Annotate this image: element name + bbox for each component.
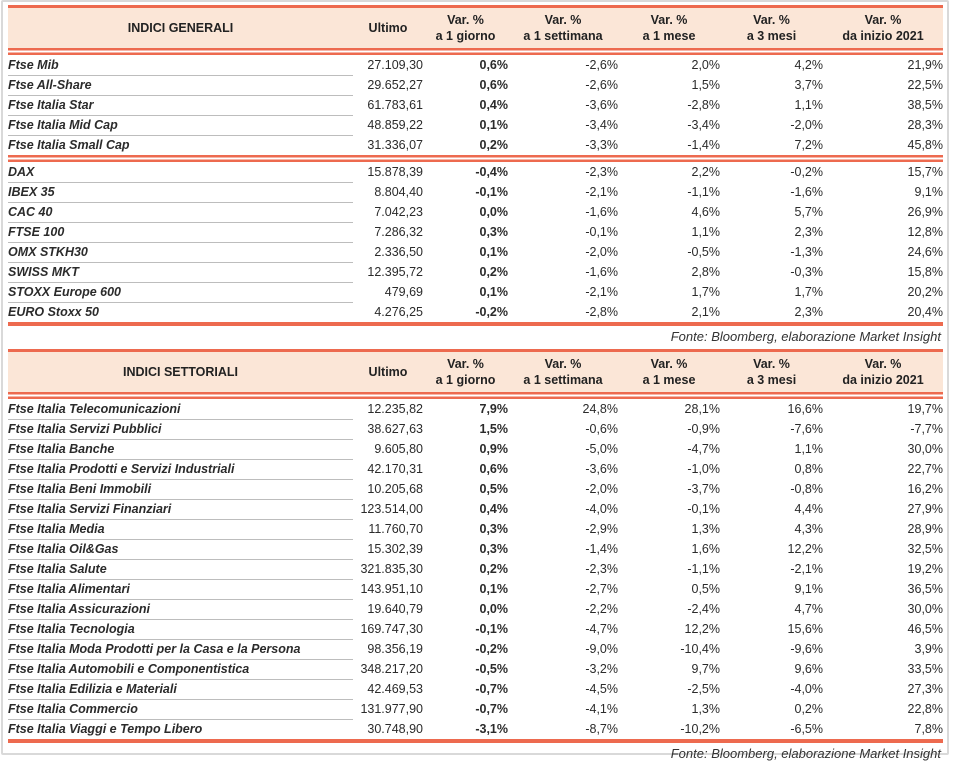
var-1-giorno: -0,5% (423, 659, 508, 679)
index-name: Ftse Italia Viaggi e Tempo Libero (8, 719, 353, 739)
var-da-inizio-2021: -7,7% (823, 419, 943, 439)
var-da-inizio-2021: 28,3% (823, 115, 943, 135)
var-1-settimana: -9,0% (508, 639, 618, 659)
var-1-mese: -10,4% (618, 639, 720, 659)
var-da-inizio-2021: 15,7% (823, 162, 943, 182)
var-1-mese: 1,5% (618, 75, 720, 95)
var-1-settimana: -4,7% (508, 619, 618, 639)
var-label: Var. % (823, 12, 943, 28)
column-header-var (508, 352, 618, 392)
var-3-mesi: -9,6% (720, 639, 823, 659)
ultimo-value: 98.356,19 (353, 639, 423, 659)
ultimo-value: 7.286,32 (353, 222, 423, 242)
ultimo-value: 61.783,61 (353, 95, 423, 115)
var-1-settimana: -3,2% (508, 659, 618, 679)
section-indici-settoriali (8, 349, 943, 762)
var-3-mesi: -0,3% (720, 262, 823, 282)
var-period: da inizio 2021 (823, 28, 943, 44)
index-name: Ftse Italia Moda Prodotti per la Casa e la Persona (8, 639, 353, 659)
column-header-ultimo: Ultimo (353, 8, 423, 48)
var-1-giorno: 7,9% (423, 399, 508, 419)
var-1-settimana: -2,6% (508, 55, 618, 75)
ultimo-value: 48.859,22 (353, 115, 423, 135)
index-name: STOXX Europe 600 (8, 282, 353, 302)
ultimo-value: 30.748,90 (353, 719, 423, 739)
index-row (8, 439, 943, 459)
ultimo-value: 29.652,27 (353, 75, 423, 95)
var-1-settimana: -4,5% (508, 679, 618, 699)
ultimo-value: 9.605,80 (353, 439, 423, 459)
var-3-mesi: 9,6% (720, 659, 823, 679)
var-1-giorno: 0,2% (423, 135, 508, 155)
group-indici-europa (8, 162, 943, 322)
ultimo-value: 2.336,50 (353, 242, 423, 262)
var-da-inizio-2021: 26,9% (823, 202, 943, 222)
var-1-settimana: -2,3% (508, 162, 618, 182)
var-label: Var. % (823, 356, 943, 372)
var-3-mesi: -6,5% (720, 719, 823, 739)
var-da-inizio-2021: 46,5% (823, 619, 943, 639)
ultimo-value: 19.640,79 (353, 599, 423, 619)
var-1-settimana: -3,6% (508, 95, 618, 115)
index-name: Ftse Italia Commercio (8, 699, 353, 719)
index-name: Ftse Italia Star (8, 95, 353, 115)
var-da-inizio-2021: 21,9% (823, 55, 943, 75)
var-1-mese: -1,4% (618, 135, 720, 155)
index-row (8, 639, 943, 659)
var-1-settimana: -8,7% (508, 719, 618, 739)
index-row (8, 399, 943, 419)
var-1-mese: 1,7% (618, 282, 720, 302)
index-row (8, 599, 943, 619)
ultimo-value: 321.835,30 (353, 559, 423, 579)
var-3-mesi: 1,1% (720, 439, 823, 459)
var-da-inizio-2021: 36,5% (823, 579, 943, 599)
var-1-settimana: -5,0% (508, 439, 618, 459)
ultimo-value: 7.042,23 (353, 202, 423, 222)
ultimo-value: 31.336,07 (353, 135, 423, 155)
source-note-settoriali: Fonte: Bloomberg, elaborazione Market Insight (8, 746, 941, 762)
table-indici-generali (8, 5, 943, 326)
var-3-mesi: 7,2% (720, 135, 823, 155)
var-3-mesi: -2,1% (720, 559, 823, 579)
var-1-giorno: 0,6% (423, 55, 508, 75)
ultimo-value: 479,69 (353, 282, 423, 302)
index-row (8, 459, 943, 479)
accent-double-line (8, 392, 943, 399)
var-1-mese: -3,7% (618, 479, 720, 499)
index-name: Ftse Italia Assicurazioni (8, 599, 353, 619)
var-1-giorno: -0,7% (423, 699, 508, 719)
var-1-mese: 2,0% (618, 55, 720, 75)
var-1-giorno: 1,5% (423, 419, 508, 439)
var-3-mesi: 0,2% (720, 699, 823, 719)
var-1-giorno: 0,5% (423, 479, 508, 499)
var-3-mesi: -7,6% (720, 419, 823, 439)
var-1-mese: -2,4% (618, 599, 720, 619)
var-1-mese: 0,5% (618, 579, 720, 599)
var-label: Var. % (423, 12, 508, 28)
var-1-giorno: -0,7% (423, 679, 508, 699)
column-header-var (423, 8, 508, 48)
var-period: a 1 giorno (423, 28, 508, 44)
var-label: Var. % (618, 12, 720, 28)
var-1-giorno: 0,3% (423, 519, 508, 539)
index-name: Ftse Italia Alimentari (8, 579, 353, 599)
ultimo-value: 15.878,39 (353, 162, 423, 182)
index-name: Ftse Italia Prodotti e Servizi Industriali (8, 459, 353, 479)
index-row (8, 282, 943, 302)
var-3-mesi: 4,4% (720, 499, 823, 519)
var-da-inizio-2021: 24,6% (823, 242, 943, 262)
group-divider (8, 155, 943, 162)
var-period: a 1 settimana (508, 28, 618, 44)
table-title-generali: INDICI GENERALI (8, 8, 353, 48)
index-row (8, 115, 943, 135)
var-1-settimana: -0,6% (508, 419, 618, 439)
column-header-var (618, 352, 720, 392)
index-name: Ftse Italia Automobili e Componentistica (8, 659, 353, 679)
index-row (8, 262, 943, 282)
var-1-mese: 4,6% (618, 202, 720, 222)
var-1-settimana: -1,4% (508, 539, 618, 559)
var-3-mesi: 4,3% (720, 519, 823, 539)
accent-line-bottom (8, 322, 943, 326)
var-3-mesi: 12,2% (720, 539, 823, 559)
ultimo-value: 15.302,39 (353, 539, 423, 559)
ultimo-value: 8.804,40 (353, 182, 423, 202)
var-3-mesi: -1,6% (720, 182, 823, 202)
column-header-var (823, 8, 943, 48)
var-3-mesi: 5,7% (720, 202, 823, 222)
index-row (8, 202, 943, 222)
ultimo-value: 12.235,82 (353, 399, 423, 419)
var-1-mese: 1,1% (618, 222, 720, 242)
var-1-mese: 1,3% (618, 699, 720, 719)
var-1-settimana: -1,6% (508, 262, 618, 282)
var-period: da inizio 2021 (823, 372, 943, 388)
index-row (8, 679, 943, 699)
var-label: Var. % (423, 356, 508, 372)
index-name: Ftse Italia Edilizia e Materiali (8, 679, 353, 699)
group-indici-settoriali (8, 399, 943, 739)
column-header-var (823, 352, 943, 392)
index-name: Ftse Mib (8, 55, 353, 75)
var-1-giorno: -0,1% (423, 182, 508, 202)
table-indici-settoriali (8, 349, 943, 743)
var-period: a 1 giorno (423, 372, 508, 388)
ultimo-value: 348.217,20 (353, 659, 423, 679)
var-1-settimana: -2,1% (508, 282, 618, 302)
var-3-mesi: 0,8% (720, 459, 823, 479)
ultimo-value: 143.951,10 (353, 579, 423, 599)
var-1-mese: -3,4% (618, 115, 720, 135)
var-3-mesi: 1,7% (720, 282, 823, 302)
var-da-inizio-2021: 27,3% (823, 679, 943, 699)
index-row (8, 242, 943, 262)
var-1-giorno: 0,6% (423, 75, 508, 95)
var-label: Var. % (720, 356, 823, 372)
var-1-settimana: 24,8% (508, 399, 618, 419)
var-3-mesi: 3,7% (720, 75, 823, 95)
var-1-settimana: -0,1% (508, 222, 618, 242)
var-1-settimana: -2,6% (508, 75, 618, 95)
var-1-mese: -0,9% (618, 419, 720, 439)
var-1-giorno: 0,9% (423, 439, 508, 459)
index-row (8, 162, 943, 182)
column-header-var (423, 352, 508, 392)
table-header-row (8, 8, 943, 48)
var-period: a 1 mese (618, 28, 720, 44)
var-da-inizio-2021: 27,9% (823, 499, 943, 519)
var-da-inizio-2021: 28,9% (823, 519, 943, 539)
var-3-mesi: -4,0% (720, 679, 823, 699)
var-da-inizio-2021: 22,8% (823, 699, 943, 719)
var-da-inizio-2021: 16,2% (823, 479, 943, 499)
var-1-giorno: 0,1% (423, 579, 508, 599)
var-1-giorno: 0,1% (423, 115, 508, 135)
source-note-generali: Fonte: Bloomberg, elaborazione Market Insight (8, 329, 941, 345)
var-1-mese: 2,1% (618, 302, 720, 322)
var-1-settimana: -2,3% (508, 559, 618, 579)
var-1-giorno: 0,1% (423, 242, 508, 262)
column-header-ultimo: Ultimo (353, 352, 423, 392)
var-label: Var. % (508, 356, 618, 372)
index-name: Ftse Italia Telecomunicazioni (8, 399, 353, 419)
table-title-settoriali: INDICI SETTORIALI (8, 352, 353, 392)
var-1-settimana: -3,4% (508, 115, 618, 135)
ultimo-value: 27.109,30 (353, 55, 423, 75)
var-da-inizio-2021: 30,0% (823, 439, 943, 459)
var-da-inizio-2021: 3,9% (823, 639, 943, 659)
var-1-settimana: -2,9% (508, 519, 618, 539)
section-indici-generali (8, 5, 943, 345)
var-1-giorno: -0,4% (423, 162, 508, 182)
var-1-giorno: -0,2% (423, 639, 508, 659)
table-header-row (8, 352, 943, 392)
var-3-mesi: 2,3% (720, 302, 823, 322)
var-1-giorno: 0,0% (423, 599, 508, 619)
index-row (8, 539, 943, 559)
var-1-mese: -1,1% (618, 182, 720, 202)
var-1-settimana: -2,7% (508, 579, 618, 599)
group-indici-italia (8, 55, 943, 155)
var-period: a 1 mese (618, 372, 720, 388)
index-name: Ftse Italia Small Cap (8, 135, 353, 155)
var-1-mese: -0,1% (618, 499, 720, 519)
index-row (8, 135, 943, 155)
index-row (8, 659, 943, 679)
var-1-settimana: -4,1% (508, 699, 618, 719)
var-1-mese: 2,2% (618, 162, 720, 182)
var-1-mese: 2,8% (618, 262, 720, 282)
var-1-settimana: -1,6% (508, 202, 618, 222)
var-da-inizio-2021: 19,7% (823, 399, 943, 419)
var-1-giorno: 0,4% (423, 95, 508, 115)
var-3-mesi: 9,1% (720, 579, 823, 599)
var-label: Var. % (720, 12, 823, 28)
index-name: DAX (8, 162, 353, 182)
var-1-giorno: 0,1% (423, 282, 508, 302)
var-da-inizio-2021: 38,5% (823, 95, 943, 115)
var-3-mesi: 4,2% (720, 55, 823, 75)
var-period: a 1 settimana (508, 372, 618, 388)
ultimo-value: 131.977,90 (353, 699, 423, 719)
var-1-giorno: 0,2% (423, 262, 508, 282)
index-name: OMX STKH30 (8, 242, 353, 262)
var-3-mesi: 4,7% (720, 599, 823, 619)
report-frame (1, 0, 949, 755)
ultimo-value: 42.170,31 (353, 459, 423, 479)
index-row (8, 559, 943, 579)
var-1-giorno: -0,1% (423, 619, 508, 639)
column-header-var (618, 8, 720, 48)
var-1-settimana: -2,1% (508, 182, 618, 202)
index-name: SWISS MKT (8, 262, 353, 282)
index-name: FTSE 100 (8, 222, 353, 242)
var-3-mesi: 2,3% (720, 222, 823, 242)
var-da-inizio-2021: 22,7% (823, 459, 943, 479)
var-1-giorno: 0,6% (423, 459, 508, 479)
index-row (8, 55, 943, 75)
index-name: Ftse All-Share (8, 75, 353, 95)
index-row (8, 719, 943, 739)
var-1-settimana: -2,8% (508, 302, 618, 322)
var-1-mese: -2,8% (618, 95, 720, 115)
index-row (8, 699, 943, 719)
index-name: Ftse Italia Mid Cap (8, 115, 353, 135)
var-1-settimana: -2,2% (508, 599, 618, 619)
var-1-giorno: 0,2% (423, 559, 508, 579)
ultimo-value: 12.395,72 (353, 262, 423, 282)
index-name: CAC 40 (8, 202, 353, 222)
index-row (8, 519, 943, 539)
index-row (8, 222, 943, 242)
var-da-inizio-2021: 20,2% (823, 282, 943, 302)
var-1-settimana: -3,6% (508, 459, 618, 479)
var-3-mesi: 15,6% (720, 619, 823, 639)
var-1-giorno: 0,3% (423, 539, 508, 559)
var-3-mesi: -2,0% (720, 115, 823, 135)
var-da-inizio-2021: 45,8% (823, 135, 943, 155)
var-period: a 3 mesi (720, 372, 823, 388)
index-name: Ftse Italia Media (8, 519, 353, 539)
var-da-inizio-2021: 22,5% (823, 75, 943, 95)
var-3-mesi: 16,6% (720, 399, 823, 419)
var-da-inizio-2021: 9,1% (823, 182, 943, 202)
index-name: Ftse Italia Salute (8, 559, 353, 579)
var-1-giorno: 0,3% (423, 222, 508, 242)
var-3-mesi: 1,1% (720, 95, 823, 115)
column-header-var (720, 8, 823, 48)
var-da-inizio-2021: 32,5% (823, 539, 943, 559)
ultimo-value: 123.514,00 (353, 499, 423, 519)
var-1-mese: -1,1% (618, 559, 720, 579)
column-header-var (720, 352, 823, 392)
index-row (8, 499, 943, 519)
index-name: Ftse Italia Beni Immobili (8, 479, 353, 499)
var-da-inizio-2021: 33,5% (823, 659, 943, 679)
index-row (8, 95, 943, 115)
var-3-mesi: -1,3% (720, 242, 823, 262)
index-row (8, 75, 943, 95)
var-1-mese: 1,6% (618, 539, 720, 559)
var-1-giorno: 0,0% (423, 202, 508, 222)
var-1-mese: 12,2% (618, 619, 720, 639)
var-3-mesi: -0,8% (720, 479, 823, 499)
index-name: Ftse Italia Oil&Gas (8, 539, 353, 559)
var-da-inizio-2021: 20,4% (823, 302, 943, 322)
var-1-mese: -0,5% (618, 242, 720, 262)
index-row (8, 182, 943, 202)
var-1-settimana: -2,0% (508, 242, 618, 262)
var-1-mese: -2,5% (618, 679, 720, 699)
index-row (8, 619, 943, 639)
index-row (8, 579, 943, 599)
var-1-giorno: 0,4% (423, 499, 508, 519)
ultimo-value: 38.627,63 (353, 419, 423, 439)
var-1-mese: -1,0% (618, 459, 720, 479)
var-1-mese: -10,2% (618, 719, 720, 739)
var-1-mese: 9,7% (618, 659, 720, 679)
accent-line-bottom (8, 739, 943, 743)
var-da-inizio-2021: 15,8% (823, 262, 943, 282)
index-name: Ftse Italia Banche (8, 439, 353, 459)
var-1-settimana: -2,0% (508, 479, 618, 499)
var-da-inizio-2021: 19,2% (823, 559, 943, 579)
var-period: a 3 mesi (720, 28, 823, 44)
var-3-mesi: -0,2% (720, 162, 823, 182)
var-da-inizio-2021: 30,0% (823, 599, 943, 619)
var-1-giorno: -0,2% (423, 302, 508, 322)
var-1-settimana: -3,3% (508, 135, 618, 155)
accent-double-line (8, 48, 943, 55)
index-row (8, 302, 943, 322)
var-da-inizio-2021: 12,8% (823, 222, 943, 242)
ultimo-value: 11.760,70 (353, 519, 423, 539)
ultimo-value: 169.747,30 (353, 619, 423, 639)
var-da-inizio-2021: 7,8% (823, 719, 943, 739)
var-1-mese: 28,1% (618, 399, 720, 419)
index-name: IBEX 35 (8, 182, 353, 202)
index-name: EURO Stoxx 50 (8, 302, 353, 322)
ultimo-value: 42.469,53 (353, 679, 423, 699)
var-1-settimana: -4,0% (508, 499, 618, 519)
index-name: Ftse Italia Tecnologia (8, 619, 353, 639)
var-1-giorno: -3,1% (423, 719, 508, 739)
index-name: Ftse Italia Servizi Finanziari (8, 499, 353, 519)
ultimo-value: 4.276,25 (353, 302, 423, 322)
var-label: Var. % (508, 12, 618, 28)
var-1-mese: 1,3% (618, 519, 720, 539)
index-row (8, 419, 943, 439)
index-name: Ftse Italia Servizi Pubblici (8, 419, 353, 439)
var-1-mese: -4,7% (618, 439, 720, 459)
var-label: Var. % (618, 356, 720, 372)
column-header-var (508, 8, 618, 48)
index-row (8, 479, 943, 499)
ultimo-value: 10.205,68 (353, 479, 423, 499)
